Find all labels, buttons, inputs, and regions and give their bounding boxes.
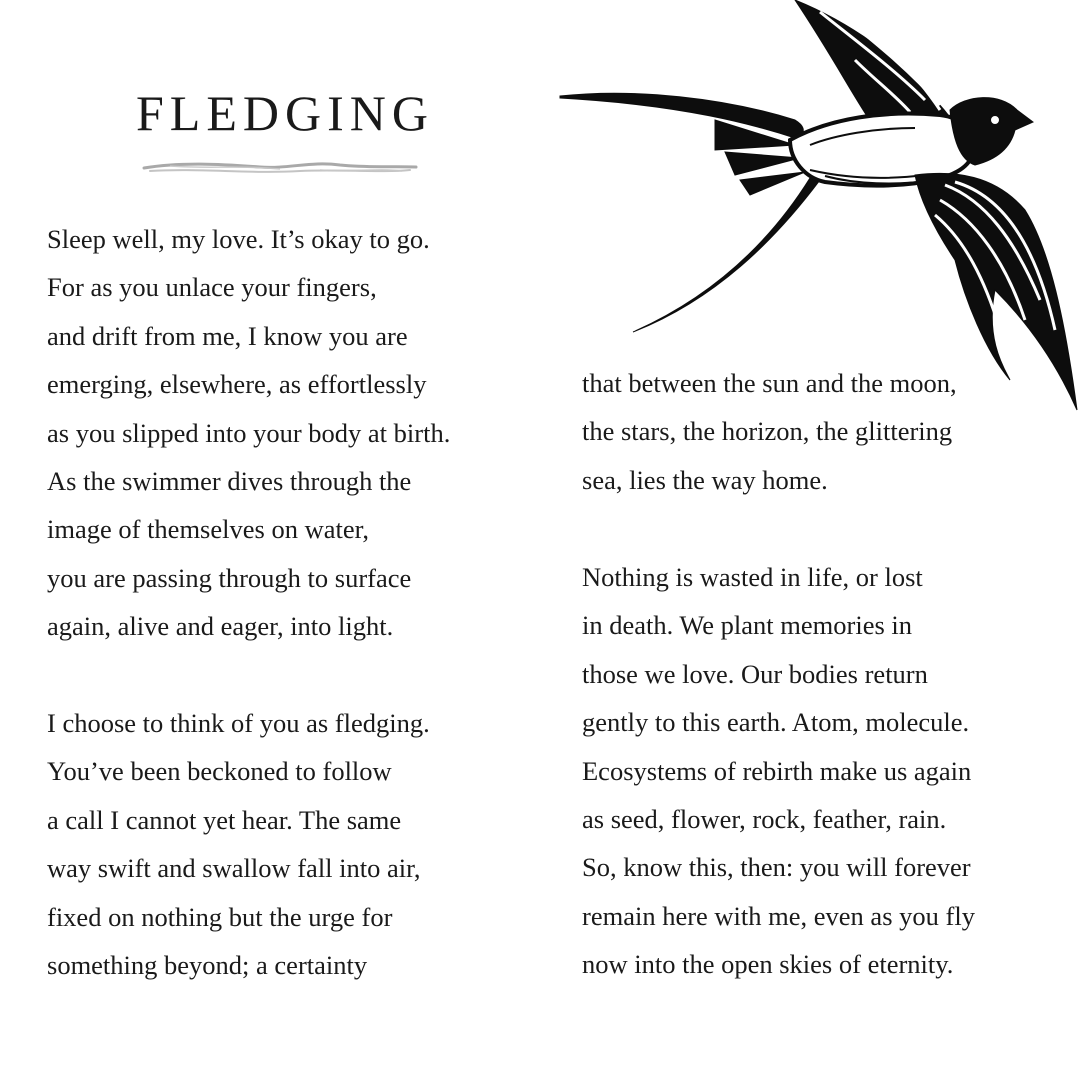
poem-line: You’ve been beckoned to follow [47,756,392,787]
poem-line: that between the sun and the moon, [582,368,957,398]
stanza-4 [582,553,975,989]
poem-line: a call I cannot yet hear. The same [47,804,402,835]
stanza-3 [582,359,957,504]
poem-line: in death. We plant memories in [582,610,913,641]
poem-line: image of themselves on water, [47,514,369,545]
poem-line: As the swimmer dives through the [47,466,412,497]
poem-line: So, know this, then: you will forever [582,852,971,883]
poem-line: sea, lies the way home. [582,464,828,495]
poem-line: Sleep well, my love. It’s okay to go. [47,224,430,254]
poem-line: emerging, elsewhere, as effortlessly [47,369,427,400]
poem-title: FLEDGING [136,85,434,141]
stanza-2 [47,699,430,989]
poem-line: now into the open skies of eternity. [582,949,954,980]
poem-line: way swift and swallow fall into air, [47,853,421,884]
stanza-1 [47,215,450,651]
poem-line: For as you unlace your fingers, [47,272,377,303]
poem-line: again, alive and eager, into light. [47,611,394,642]
poem-line: Nothing is wasted in life, or lost [582,562,923,592]
poem-line: the stars, the horizon, the glittering [582,416,953,447]
poem-line: something beyond; a certainty [47,950,368,981]
swallow-icon [555,0,1080,420]
poem-line: as you slipped into your body at birth. [47,417,451,448]
poem-line: and drift from me, I know you are [47,320,408,351]
poem-line: those we love. Our bodies return [582,658,928,689]
poem-line: you are passing through to surface [47,562,412,593]
poem-line: remain here with me, even as you fly [582,900,975,931]
poem-line: I choose to think of you as fledging. [47,708,430,738]
poem-line: as seed, flower, rock, feather, rain. [582,804,947,835]
poem-line: fixed on nothing but the urge for [47,901,393,932]
poem-line: Ecosystems of rebirth make us again [582,755,972,786]
poem-line: gently to this earth. Atom, molecule. [582,707,970,738]
brush-stroke-divider [140,158,420,180]
